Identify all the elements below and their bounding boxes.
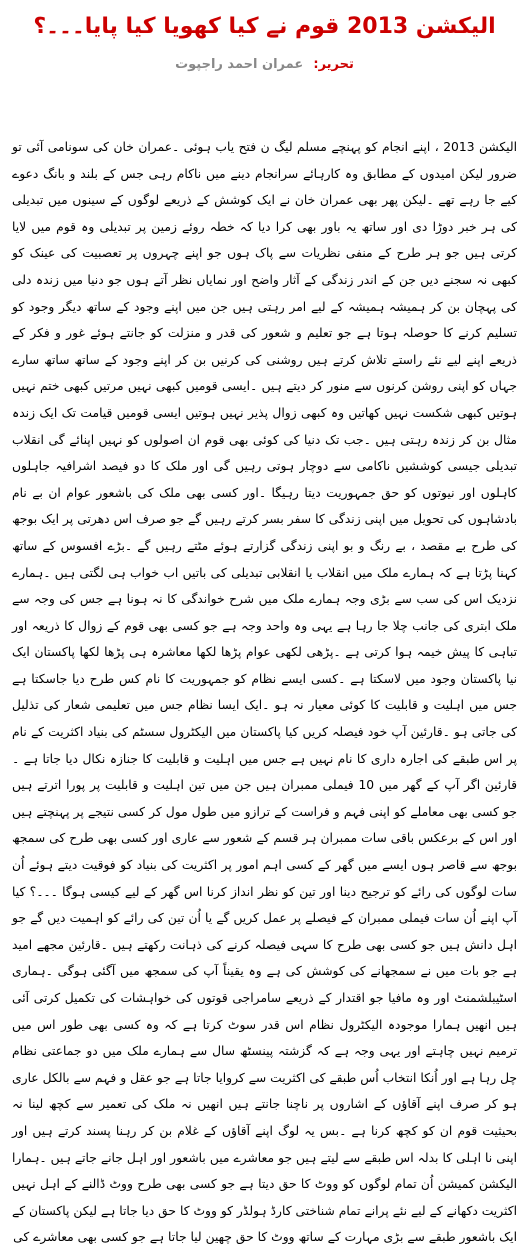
article-body: الیکشن 2013 ، اپنے انجام کو پہنچے مسلم لیگ ن فتح یاب ہوئی ۔عمران خان کی سونامی آئی تو ضرور لیکن امیدوں کے مطابق وہ کارہائے سرانجام دینے میں ناکام رہی جس کے بلند و بانگ دعوے کیے جا رہے تھے ۔لیکن پھر بھی عمران خان نے ایک کوشش کے ذریعے لوگوں کے سینوں میں تبدیلی کی ہر خبر دوڑا دی اور ساتھ یہ باور بھی کرا دیا کہ خطہ روئے زمین پر تبدیلی وہ قوم میں لایا کرتی ہیں جو ہر طرح کے منفی نظریات سے پاک ہوں جو اپنے چہروں پر تعصبیت کی عینک کو کبھی نہ سجنے دیں جن کے اندر زندگی کے آثار واضح اور نمایاں نظر آتے ہوں جو دنیا میں زندہ دلی کی پہچان بن کر ہمیشہ ہمیشہ کے لیے امر رہتی ہیں جن میں اپنے وجود کے ساتھ دیگر وجود کو تسلیم کرنے کا حوصلہ ہوتا ہے جو تعلیم و شعور کی قدر و منزلت کو جانتے ہوئے غور و فکر کے ذریعے اپنے لیے نئے راستے تلاش کرتے ہیں روشنی کی کرنیں بن کر اپنے وجود کے ساتھ ساتھ سارے جہاں کو اپنی روشن کرنوں سے منور کر دیتے ہیں ۔ایسی قومیں کبھی نہیں مرتیں کبھی ختم نہیں ہوتیں کبھی شکست نہیں کھاتیں وہ کبھی زوال پذیر نہیں ہوتیں ایسی قومیں قیامت تک ایک زندہ مثال بن کر زندہ رہتی ہیں ۔جب تک دنیا کی کوئی بھی قوم ان اصولوں کو نہیں اپنائے گی انقلاب تبدیلی جیسی کوششیں ناکامی سے دوچار ہوتی رہیں گی اور ملک کا دو فیصد اشرافیہ جاہلوں کاہلوں اور نیوتوں کو حق جمہوریت دیتا رہیگا ۔اور کسی بھی ملک کی باشعور عوام ان بے نام بادشاہوں کی تحویل میں اپنی زندگی کا سفر بسر کرتے رہیں گے جو صرف اس دھرتی پر ایک بوجھ کی طرح بے مقصد ، بے رنگ و بو اپنی زندگی گزارتے ہوئے مٹتے رہیں گے ۔بڑے افسوس کے ساتھ کہنا پڑتا ہے کہ ہمارے ملک میں انقلاب یا انقلابی تبدیلی کی باتیں اب خواب ہی لگتی ہیں ۔ہمارے نزدیک اس کی سب سے بڑی وجہ ہمارے ملک میں شرح خواندگی کا نہ ہونا ہے جس کی وجہ سے ملک ابتری کی جانب چلا جا رہا ہے یہی وہ واحد وجہ ہے جو کسی بھی قوم کے زوال کا ذریعہ اور تباہی کا پیش خیمہ ہوا کرتی ہے ۔پڑھی لکھی عوام پڑھا لکھا معاشرہ ہی پڑھا لکھا پاکستان ایک نیا پاکستان وجود میں لاسکتا ہے ۔کسی ایسے نظام کو جمہوریت کا نام کس طرح دیا جاسکتا ہے جس میں اہلیت و قابلیت کا کوئی معیار نہ ہو ۔ایک ایسا نظام جس میں تعلیمی شعار کی تذلیل کی جاتی ہو ۔قارئین آپ خود فیصلہ کریں کیا پاکستان میں الیکٹرول سسٹم کی بنیاد اکثریت کے نام پر اس طبقے کی اجارہ داری کا نام نہیں ہے جس میں اہلیت و قابلیت کا جنازہ نکال دیا جاتا ہے ۔قارئین اگر آپ کے گھر میں 10 فیملی ممبران ہیں جن میں تین اہلیت و قابلیت پر پورا اترتے ہیں جو کسی بھی معاملے کو اپنی فہم و فراست کے ترازو میں طول مول کر کسی نتیجے پر پہنچتے ہیں اور اس کے برعکس باقی سات ممبران ہر قسم کے شعور سے عاری اور کسی بھی طرح کی سمجھ بوجھ سے قاصر ہوں ایسے میں گھر کے کسی اہم امور پر اکثریت کی بنیاد کو فوقیت دیتے ہوئے اُن سات لوگوں کی رائے کو ترجیح دینا اور تین کو نظر انداز کرنا اس گھر کے لیے کیسی ہوگا ۔۔۔؟ کیا آپ اپنے اُن سات فیملی ممبران کے فیصلے پر عمل کریں گے یا اُن تین کی رائے کو اہمیت دیں گے جو اہل دانش ہیں جو کسی بھی طرح کا سہی فیصلہ کرنے کی ذہانت رکھتے ہیں ۔قارئین مجھے امید ہے جو بات میں نے سمجھانے کی کوشش کی ہے وہ یقیناً آپ کی سمجھ میں آگئی ہوگی ۔ہماری اسٹیبلشمنٹ اور وہ مافیا جو اقتدار کے ذریعے سامراجی قوتوں کی خواہشات کی تکمیل کرتی آئی ہیں انھیں ہمارا موجودہ الیکٹرول نظام اس قدر سوٹ کرتا ہے کہ وہ کسی بھی طور اس میں ترمیم نہیں چاہتے اور یہی وجہ ہے کہ گزشتہ پینسٹھ سال سے ہمارے ملک میں دو جماعتی نظام چل رہا ہے اور اُنکا انتخاب اُس طبقے کی اکثریت سے کروایا جاتا ہے جو عقل و فہم سے بالکل عاری ہو کر صرف اپنے آقاؤں کے اشاروں پر ناچنا جانتے ہیں انھیں نہ ملک کی تعمیر سے کچھ لینا نہ بحیثیت قوم ان کو کچھ کرنا ہے ۔بس یہ لوگ اپنے آقاؤں کے غلام بن کر رہنا پسند کرتے ہیں اور اپنی نا اہلی کا بدلہ اس طبقے سے لیتے ہیں جو معاشرے میں باشعور اور اہل جانے جاتے ہیں ۔ہمارا الیکشن کمیشن اُن تمام لوگوں کو ووٹ کا حق دیتا ہے جو کسی بھی طرح ووٹ ڈالنے کے اہل نہیں اکثریت دکھانے کے لیے نئے پرانے تمام شناختی کارڈ ہولڈر کو ووٹ کا حق دیا جاتا ہے لیکن پاکستان کے ایک باشعور طبقے سے بڑی مہارت کے ساتھ ووٹ کا حق چھین لیا جاتا ہے جو کسی بھی معاشرے کی	[12, 140, 517, 1245]
article-title: الیکشن 2013 قوم نے کیا کھویا کیا پایا۔۔۔؟	[33, 14, 496, 39]
byline	[12, 52, 517, 78]
byline-label: تحریر:	[313, 57, 354, 72]
byline-author: عمران احمد راجپوت	[175, 57, 304, 72]
